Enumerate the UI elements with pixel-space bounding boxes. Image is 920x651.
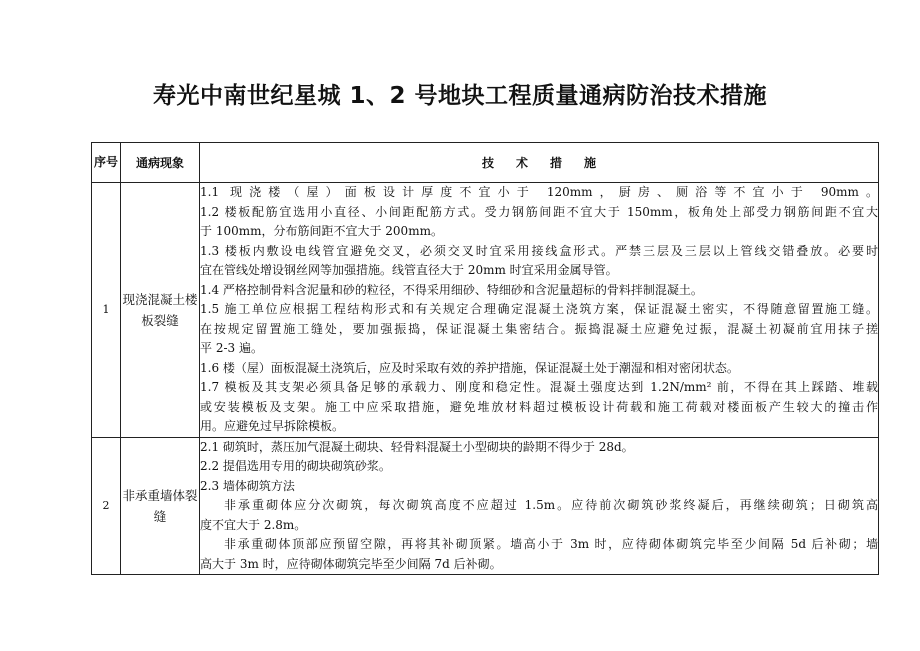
header-phenomenon: 通病现象: [121, 143, 200, 183]
document-title: 寿光中南世纪星城 1、2 号地块工程质量通病防治技术措施: [152, 83, 768, 109]
measure-line: 非承重砌体顶部应预留空隙，再将其补砌顶紧。墙高小于 3m 时，应待砌体砌筑完毕至少间隔 5d 后补砌；墙: [224, 537, 878, 551]
measure-line: 宜在管线处增设钢丝网等加强措施。线管直径大于 20mm 时宜采用金属导管。: [200, 263, 618, 277]
measure-line: 度不宜大于 2.8m。: [200, 517, 307, 532]
measure-line: 或安装模板及支架。施工中应采取措施，避免堆放材料超过模板设计荷载和施工荷载对楼面板产生较大的撞击作: [200, 399, 878, 414]
row-measures: [200, 437, 879, 575]
row-number: 2: [92, 437, 121, 575]
header-measures: [200, 143, 879, 183]
measure-line: 1.6 楼（屋）面板混凝土浇筑后，应及时采取有效的养护措施，保证混凝土处于潮湿和相对密闭状态。: [200, 360, 739, 375]
table-row: [92, 183, 879, 438]
row-measures: [200, 183, 879, 438]
row-phenomenon: 现浇混凝土楼板裂缝: [121, 183, 200, 438]
measure-line: 1.3 楼板内敷设电线管宜避免交叉，必须交叉时宜采用接线盒形式。严禁三层及三层以上管线交错叠放。必要时: [200, 243, 878, 258]
measure-line: 1.7 模板及其支架必须具备足够的承载力、刚度和稳定性。混凝土强度达到 1.2N/mm² 前，不得在其上踩踏、堆载: [200, 380, 878, 394]
measure-line: 高大于 3m 时，应待砌体砌筑完毕至少间隔 7d 后补砌。: [200, 556, 502, 571]
table-header-row: [92, 143, 879, 183]
measure-line: 非承重砌体应分次砌筑，每次砌筑高度不应超过 1.5m。应待前次砌筑砂浆终凝后，再继续砌筑；日砌筑高: [224, 498, 878, 512]
measure-line: 1.4 严格控制骨料含泥量和砂的粒径，不得采用细砂、特细砂和含泥量超标的骨料拌制混凝土。: [200, 282, 703, 297]
measure-line: 2.1 砌筑时，蒸压加气混凝土砌块、轻骨料混凝土小型砌块的龄期不得少于 28d。: [200, 439, 634, 454]
measure-line: 1.1 现浇楼（屋）面板设计厚度不宜小于 120mm，厨房、厕浴等不宜小于 90mm。: [200, 185, 878, 199]
row-number: 1: [92, 183, 121, 438]
measure-line: 2.2 提倡选用专用的砌块砌筑砂浆。: [200, 459, 391, 473]
measure-line: 于 100mm，分布筋间距不宜大于 200mm。: [200, 224, 443, 238]
measure-line: 1.2 楼板配筋宜选用小直径、小间距配筋方式。受力钢筋间距不宜大于 150mm，板角处上部受力钢筋间距不宜大: [200, 204, 878, 219]
measure-line: 平 2-3 遍。: [200, 341, 263, 355]
measures-table: [91, 142, 879, 575]
measure-line: 2.3 墙体砌筑方法: [200, 478, 295, 493]
measure-line: 用。应避免过早拆除模板。: [200, 419, 345, 433]
row-phenomenon: 非承重墙体裂缝: [121, 437, 200, 575]
header-measures-label: 技术措施: [481, 156, 618, 170]
measure-line: 1.5 施工单位应根据工程结构形式和有关规定合理确定混凝土浇筑方案，保证混凝土密实，不得随意留置施工缝。: [200, 302, 878, 316]
table-row: [92, 437, 879, 575]
header-no: 序号: [92, 143, 121, 183]
measure-line: 在按规定留置施工缝处，要加强振捣，保证混凝土集密结合。振捣混凝土应避免过振，混凝土初凝前宜用抹子搓: [200, 321, 878, 336]
